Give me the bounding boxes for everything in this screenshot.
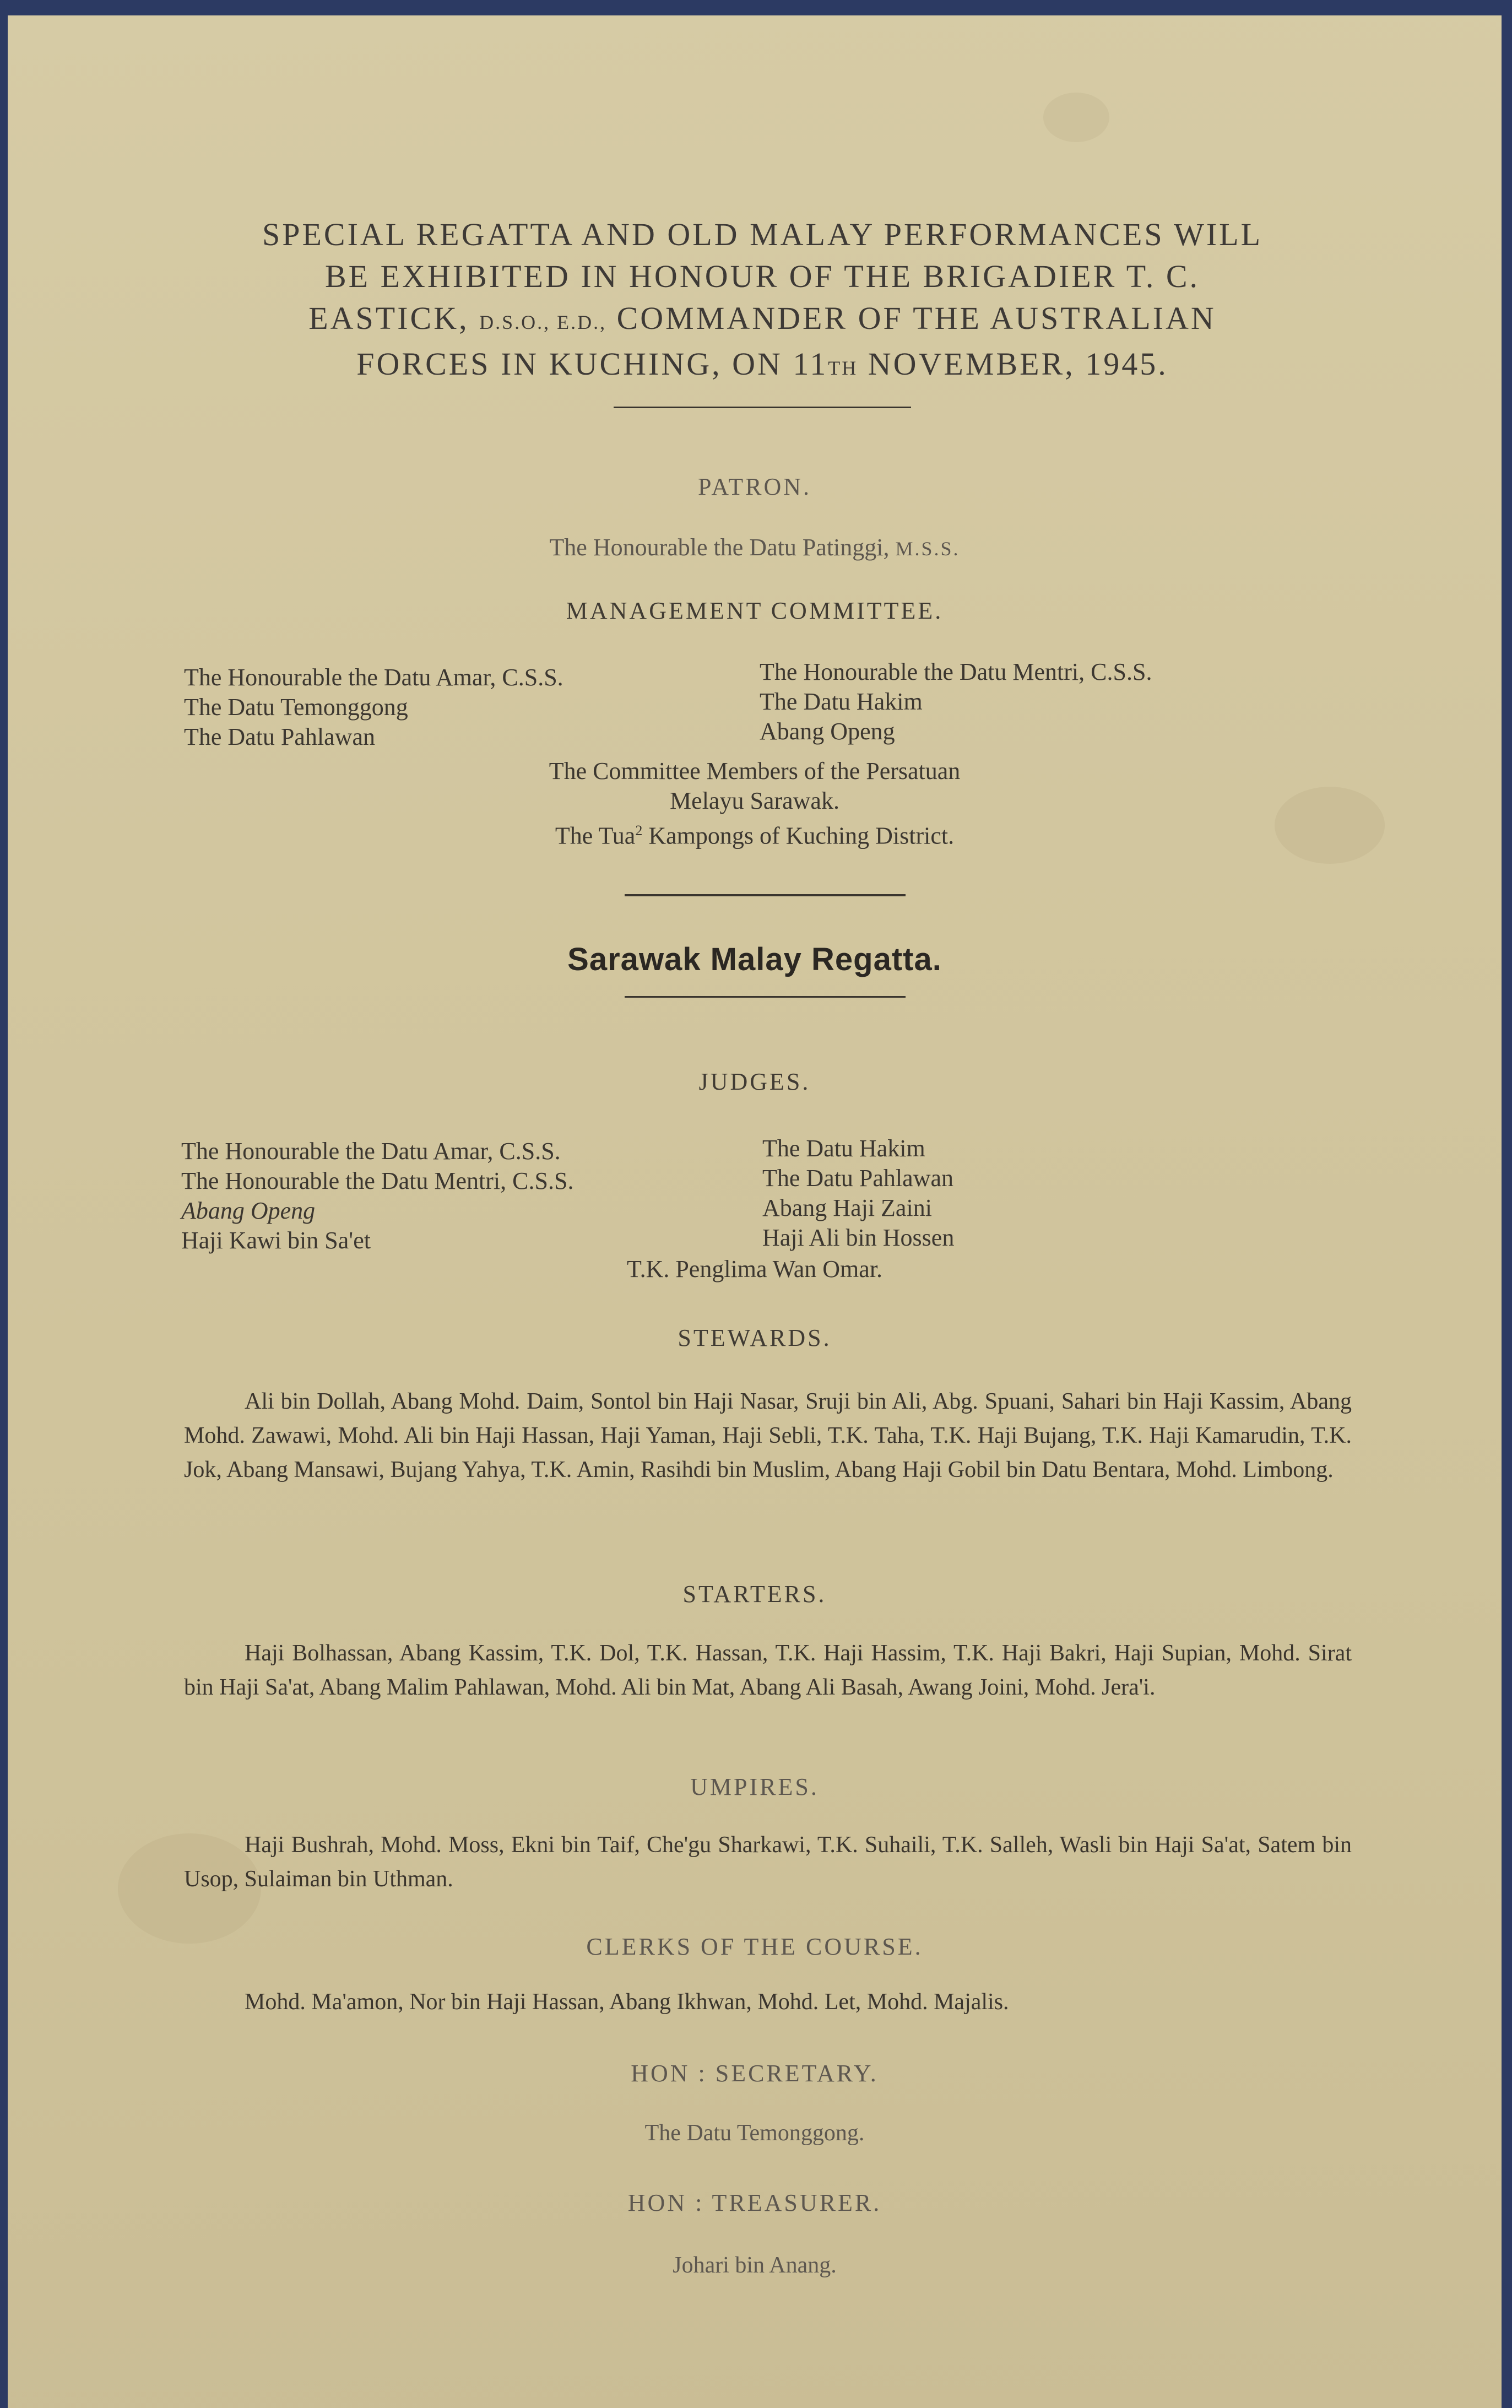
committee-member: The Honourable the Datu Amar, C.S.S.	[184, 664, 563, 691]
paper-stain	[1043, 93, 1109, 142]
starters-title: STARTERS.	[682, 1581, 827, 1608]
judge-name: Abang Openg	[181, 1197, 316, 1224]
heading	[173, 214, 1352, 389]
management-note-line: Melayu Sarawak.	[670, 787, 839, 814]
stewards-list: Ali bin Dollah, Abang Mohd. Daim, Sontol bin Haji Nasar, Sruji bin Ali, Abg. Spuani, Sahari bin Haji Kassim, Abang Mohd. Zawawi, Mohd. Ali bin Haji Hassan, Haji Yaman, Haji Sebli, T.K. Taha, T.K. Haji Bujang, T.K. Haji Kamarudin, T.K. Jok, Abang Mansawi, Bujang Yahya, T.K. Amin, Rasihdi bin Muslim, Abang Haji Gobil bin Datu Bentara, Mohd. Limbong.	[184, 1389, 1352, 1482]
secretary-title: HON : SECRETARY.	[631, 2060, 879, 2087]
judges-left-column	[181, 1137, 573, 1256]
stewards-title: STEWARDS.	[678, 1324, 832, 1351]
umpires-title: UMPIRES.	[690, 1773, 819, 1800]
divider	[625, 996, 906, 998]
patron-title: PATRON.	[697, 473, 812, 500]
committee-member: Abang Openg	[760, 718, 895, 745]
umpires-list: Haji Bushrah, Mohd. Moss, Ekni bin Taif, Che'gu Sharkawi, T.K. Suhaili, T.K. Salleh, Wasli bin Haji Sa'at, Satem bin Usop, Sulaiman bin Uthman.	[184, 1832, 1352, 1892]
judge-name: The Honourable the Datu Amar, C.S.S.	[181, 1138, 561, 1165]
clerks-list: Mohd. Ma'amon, Nor bin Haji Hassan, Abang Ikhwan, Mohd. Let, Mohd. Majalis.	[245, 1989, 1009, 2015]
judge-name: The Datu Hakim	[762, 1135, 925, 1162]
management-note	[8, 756, 1502, 851]
management-note-line: The Committee Members of the Persatuan	[549, 757, 961, 784]
divider	[614, 407, 911, 408]
treasurer-name: Johari bin Anang.	[673, 2253, 837, 2278]
patron-name: The Honourable the Datu Patinggi, M.S.S.	[549, 534, 960, 561]
judges-title: JUDGES.	[698, 1068, 811, 1095]
starters-list: Haji Bolhassan, Abang Kassim, T.K. Dol, T.K. Hassan, T.K. Haji Hassim, T.K. Haji Bakri, Haji Supian, Mohd. Sirat bin Haji Sa'at, Abang Malim Pahlawan, Mohd. Ali bin Mat, Abang Ali Basah, Awang Joini, Mohd. Jera'i.	[184, 1641, 1352, 1700]
heading-line-2: BE EXHIBITED IN HONOUR OF THE BRIGADIER T. C.	[324, 258, 1200, 294]
regatta-title: Sarawak Malay Regatta.	[567, 941, 942, 977]
heading-line-3: EASTICK, D.S.O., E.D., COMMANDER OF THE AUSTRALIAN	[308, 300, 1216, 336]
management-title: MANAGEMENT COMMITTEE.	[566, 597, 944, 624]
judge-name: Abang Haji Zaini	[762, 1194, 932, 1221]
judge-name: Haji Kawi bin Sa'et	[181, 1227, 371, 1254]
judges-right-column	[762, 1134, 954, 1253]
heading-line-1: SPECIAL REGATTA AND OLD MALAY PERFORMANCES WILL	[262, 217, 1263, 252]
judge-name: The Datu Pahlawan	[762, 1165, 953, 1192]
management-left-column	[184, 663, 563, 752]
judge-name: T.K. Penglima Wan Omar.	[626, 1256, 883, 1283]
secretary-name: The Datu Temonggong.	[644, 2120, 865, 2146]
committee-member: The Datu Pahlawan	[184, 723, 375, 750]
judge-name: Haji Ali bin Hossen	[762, 1224, 955, 1251]
committee-member: The Honourable the Datu Mentri, C.S.S.	[760, 658, 1152, 685]
management-note-line: The Tua$^2$ Kampongs of Kuching District.	[555, 822, 955, 849]
heading-line-4: FORCES IN KUCHING, ON 11TH NOVEMBER, 1945.	[356, 346, 1168, 382]
committee-member: The Datu Temonggong	[184, 694, 408, 721]
program-sheet	[8, 15, 1502, 2408]
management-right-column	[760, 657, 1152, 746]
treasurer-title: HON : TREASURER.	[627, 2189, 882, 2216]
committee-member: The Datu Hakim	[760, 688, 923, 715]
clerks-title: CLERKS OF THE COURSE.	[586, 1933, 923, 1960]
divider	[625, 894, 906, 896]
judge-name: The Honourable the Datu Mentri, C.S.S.	[181, 1167, 574, 1194]
